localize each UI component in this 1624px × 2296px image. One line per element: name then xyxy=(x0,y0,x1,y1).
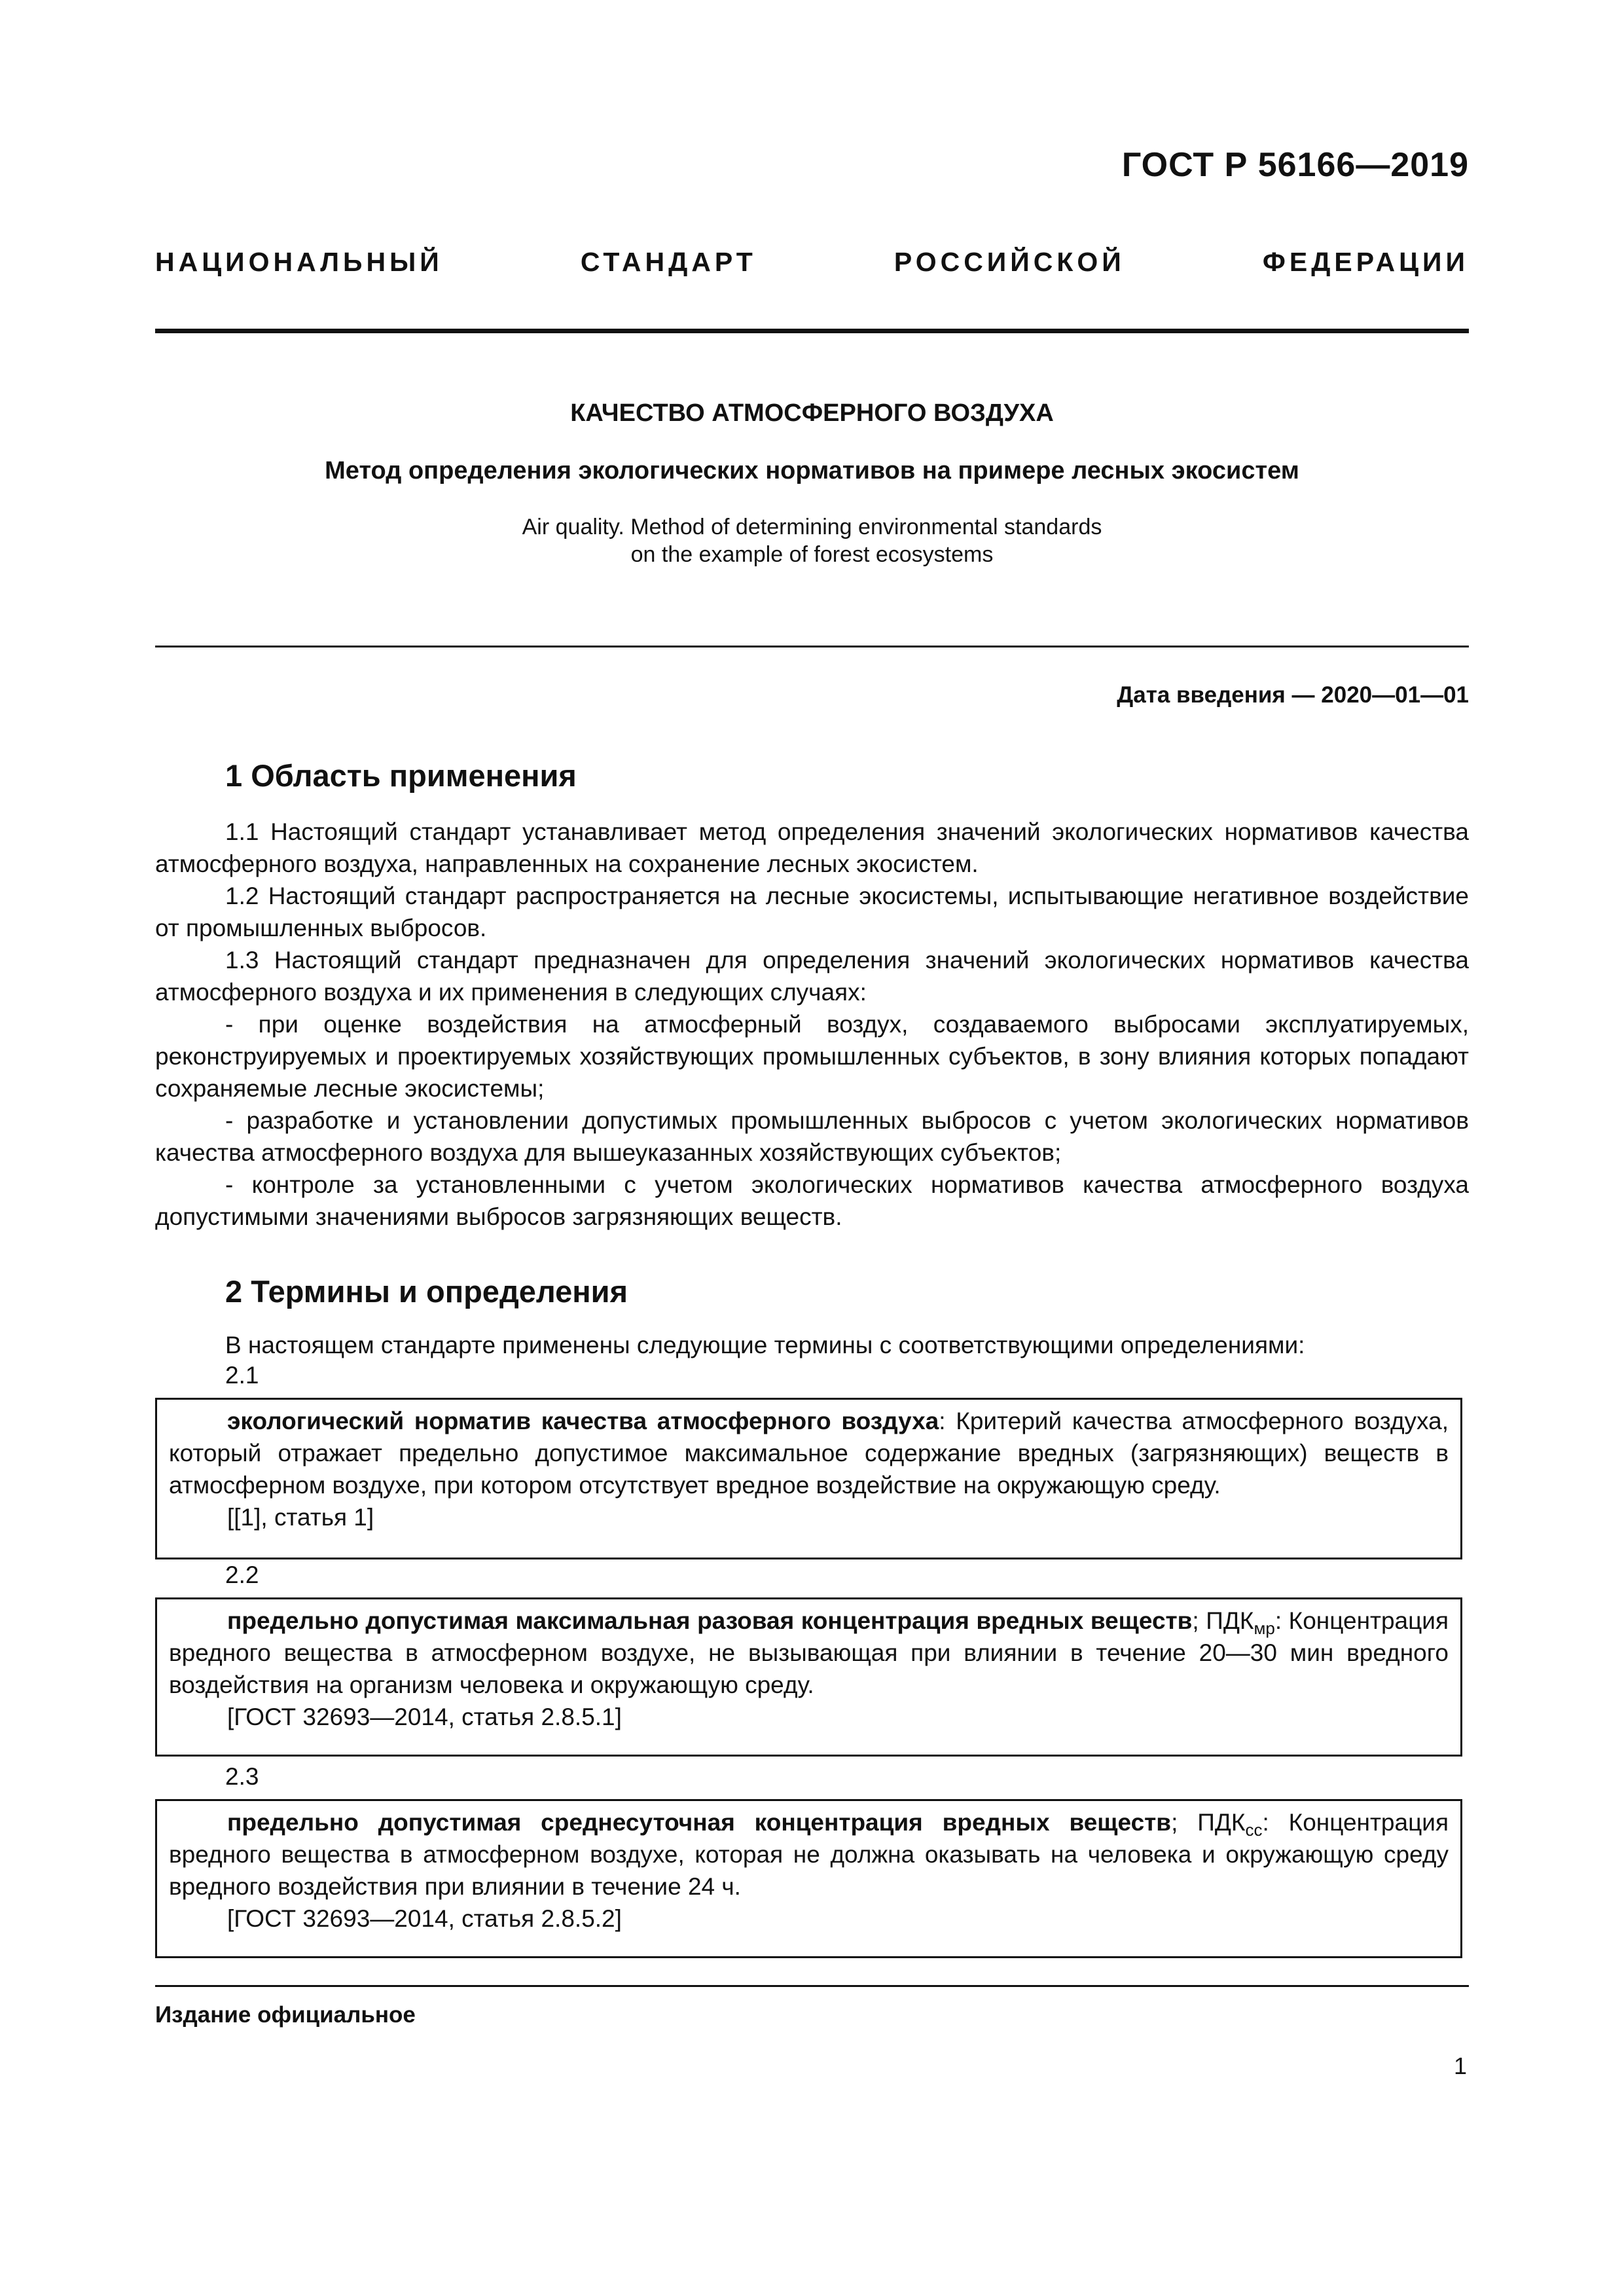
english-title xyxy=(155,513,1469,568)
term-abbr-sub-2-3: сс xyxy=(1245,1820,1263,1840)
term-abbr-2-3: ; ПДК xyxy=(1171,1809,1246,1836)
date-introduced: Дата введения — 2020—01—01 xyxy=(1117,682,1469,708)
header-rule xyxy=(155,329,1469,333)
title-rule xyxy=(155,646,1469,647)
term-box-2-1 xyxy=(155,1398,1462,1559)
term-source-2-2: [ГОСТ 32693—2014, статья 2.8.5.1] xyxy=(227,1704,622,1730)
term-abbr-sub-2-2: мр xyxy=(1254,1618,1275,1638)
clause-1-3-bullet-2: - разработке и установлении допустимых промышленных выбросов с учетом экологических нормативов качества атмосферного воздуха для вышеуказанных хозяйствующих субъектов; xyxy=(155,1107,1469,1166)
term-definition-2-2 xyxy=(169,1605,1449,1701)
term-box-2-2 xyxy=(155,1597,1462,1757)
term-number-2-1: 2.1 xyxy=(225,1362,259,1389)
term-definition-2-3 xyxy=(169,1806,1449,1903)
term-2-3: предельно допустимая среднесуточная концентрация вредных веществ xyxy=(227,1809,1172,1836)
section-2-intro-block xyxy=(155,1329,1469,1361)
clause-1-1: 1.1 Настоящий стандарт устанавливает метод определения значений экологических нормативов качества атмосферного воздуха, направленных на сохранение лесных экосистем. xyxy=(155,818,1469,877)
term-2-2: предельно допустимая максимальная разовая концентрация вредных веществ xyxy=(227,1607,1193,1634)
section-2-intro: В настоящем стандарте применены следующие термины с соответствующими определениями: xyxy=(225,1332,1305,1358)
footer-rule xyxy=(155,1985,1469,1987)
term-definition-text-2-1: : Критерий качества атмосферного воздуха, который отражает предельно допустимое максимальное содержание вредных (загрязняющих) веществ в атмосферном воздухе, при котором отсутствует вредное воздействие на окружающую среду. xyxy=(169,1408,1449,1499)
standard-designation: ГОСТ Р 56166—2019 xyxy=(1121,146,1469,184)
term-definition-text-2-3: : Концентрация вредного вещества в атмосферном воздухе, которая не должна оказывать на человека и окружающую среду вредного воздействия при влиянии в течение 24 ч. xyxy=(169,1809,1449,1900)
term-definition-2-1 xyxy=(169,1405,1449,1501)
english-title-line-1: Air quality. Method of determining environmental standards xyxy=(522,515,1102,539)
national-standard-banner: НАЦИОНАЛЬНЫЙ СТАНДАРТ РОССИЙСКОЙ ФЕДЕРАЦИИ xyxy=(155,247,1469,277)
term-box-2-3 xyxy=(155,1799,1462,1958)
section-2-heading: 2 Термины и определения xyxy=(225,1274,628,1309)
section-1-heading: 1 Область применения xyxy=(225,758,577,793)
term-number-2-3: 2.3 xyxy=(225,1763,259,1790)
term-source-2-3: [ГОСТ 32693—2014, статья 2.8.5.2] xyxy=(227,1905,622,1932)
page-number: 1 xyxy=(1453,2052,1467,2079)
english-title-line-2: on the example of forest ecosystems xyxy=(630,542,994,567)
edition-label: Издание официальное xyxy=(155,2002,416,2028)
clause-1-3-bullet-3: - контроле за установленными с учетом экологических нормативов качества атмосферного воздуха допустимыми значениями выбросов загрязняющих веществ. xyxy=(155,1171,1469,1230)
term-2-1: экологический норматив качества атмосферного воздуха xyxy=(227,1408,939,1434)
clause-1-2: 1.2 Настоящий стандарт распространяется на лесные экосистемы, испытывающие негативное воздействие от промышленных выбросов. xyxy=(155,883,1469,941)
term-number-2-2: 2.2 xyxy=(225,1561,259,1588)
document-subtitle: Метод определения экологических нормативов на примере лесных экосистем xyxy=(325,457,1299,484)
term-source-2-1: [[1], статья 1] xyxy=(227,1504,374,1531)
term-abbr-2-2: ; ПДК xyxy=(1192,1607,1254,1634)
document-title: КАЧЕСТВО АТМОСФЕРНОГО ВОЗДУХА xyxy=(570,399,1054,427)
clause-1-3-bullet-1: - при оценке воздействия на атмосферный воздух, создаваемого выбросами эксплуатируемых, реконструируемых и проектируемых хозяйствующих промышленных субъектов, в зону влияния которых попадают сохраняемые лесные экосистемы; xyxy=(155,1011,1469,1102)
section-1-body xyxy=(155,816,1469,1233)
term-definition-text-2-2: : Концентрация вредного вещества в атмосферном воздухе, не вызывающая при влиянии в течение 20—30 мин вредного воздействия на организм человека и окружающую среду. xyxy=(169,1607,1449,1698)
clause-1-3: 1.3 Настоящий стандарт предназначен для определения значений экологических нормативов качества атмосферного воздуха и их применения в следующих случаях: xyxy=(155,947,1469,1006)
